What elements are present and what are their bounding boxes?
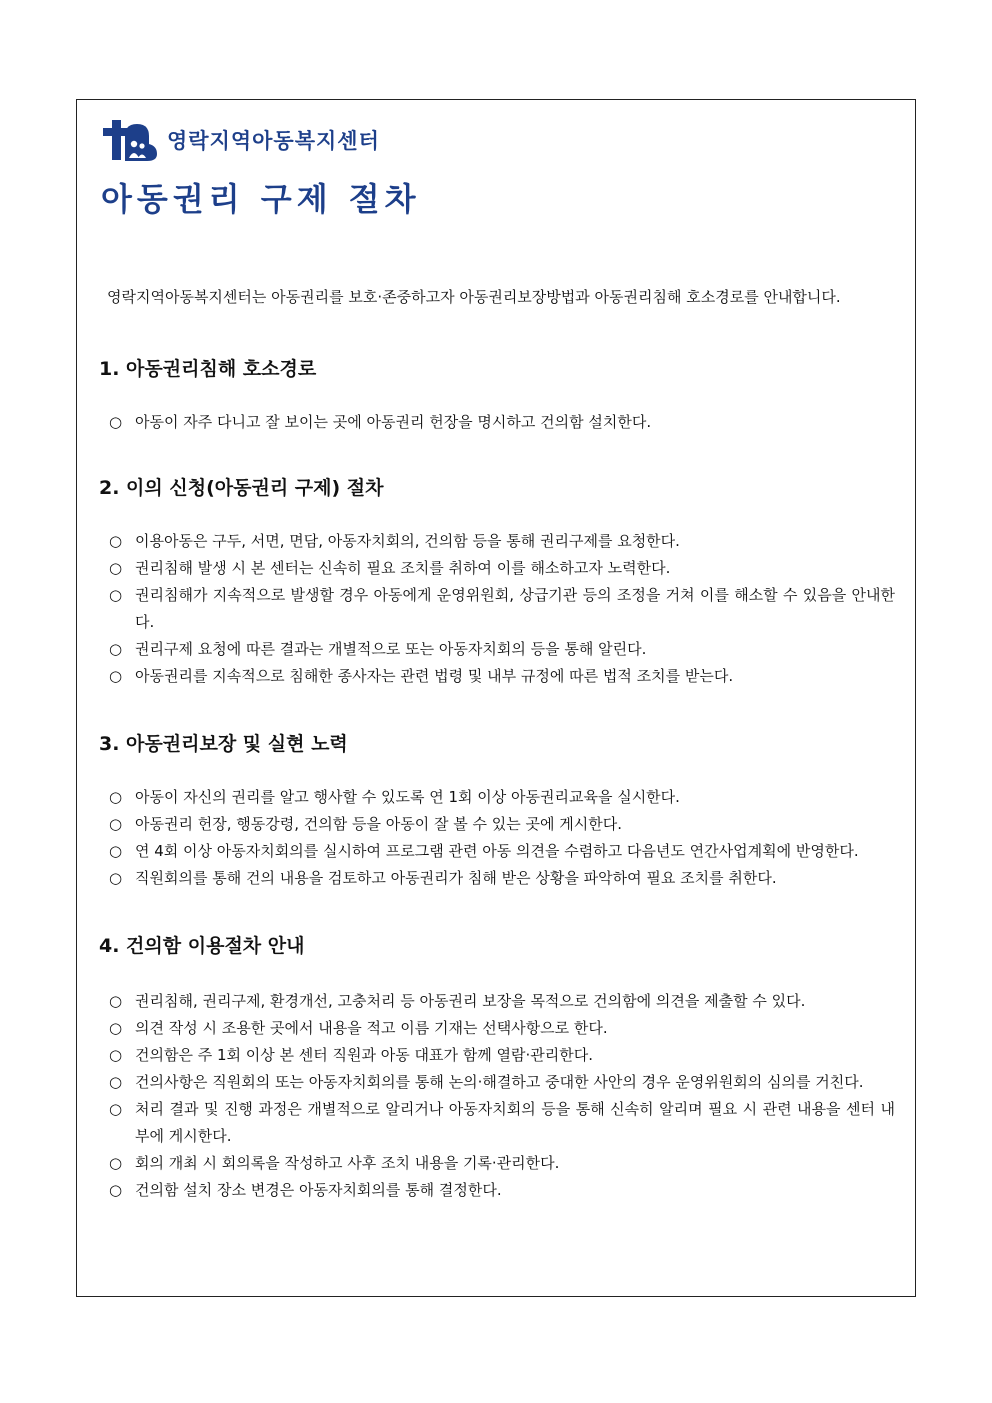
circle-bullet-icon: ○ xyxy=(109,1154,123,1172)
list-item xyxy=(99,988,895,1015)
list-item xyxy=(99,784,895,811)
list-item xyxy=(99,555,895,582)
list-item xyxy=(99,1042,895,1069)
list-item-text: 처리 결과 및 진행 과정은 개별적으로 알리거나 아동자치회의 등을 통해 신속히 알리며 필요 시 관련 내용을 센터 내부에 게시한다. xyxy=(135,1100,895,1145)
circle-bullet-icon: ○ xyxy=(109,1019,123,1037)
list-item xyxy=(99,1150,895,1177)
list-item xyxy=(99,1096,895,1150)
list-item-text: 연 4회 이상 아동자치회의를 실시하여 프로그램 관련 아동 의견을 수렴하고 다음년도 연간사업계획에 반영한다. xyxy=(135,842,859,860)
list-item-text: 권리침해, 권리구제, 환경개선, 고충처리 등 아동권리 보장을 목적으로 건의함에 의견을 제출할 수 있다. xyxy=(135,992,806,1010)
list-item xyxy=(99,838,895,865)
list-item-text: 아동권리를 지속적으로 침해한 종사자는 관련 법령 및 내부 규정에 따른 법적 조치를 받는다. xyxy=(135,667,734,685)
section-item-list xyxy=(99,528,895,690)
list-item-text: 회의 개최 시 회의록을 작성하고 사후 조치 내용을 기록·관리한다. xyxy=(135,1154,560,1172)
list-item-text: 건의함 설치 장소 변경은 아동자치회의를 통해 결정한다. xyxy=(135,1181,502,1199)
list-item-text: 이용아동은 구두, 서면, 면담, 아동자치회의, 건의함 등을 통해 권리구제를 요청한다. xyxy=(135,532,680,550)
circle-bullet-icon: ○ xyxy=(109,992,123,1010)
center-logo-icon xyxy=(101,118,159,162)
document-frame xyxy=(76,99,916,1297)
list-item-text: 아동권리 헌장, 행동강령, 건의함 등을 아동이 잘 볼 수 있는 곳에 게시한다. xyxy=(135,815,622,833)
circle-bullet-icon: ○ xyxy=(109,532,123,550)
section-item-list xyxy=(99,409,895,436)
page-title: 아동권리 구제 절차 xyxy=(101,180,421,218)
circle-bullet-icon: ○ xyxy=(109,1046,123,1064)
list-item-text: 건의사항은 직원회의 또는 아동자치회의를 통해 논의·해결하고 중대한 사안의 경우 운영위원회의 심의를 거친다. xyxy=(135,1073,864,1091)
section-heading: 4. 건의함 이용절차 안내 xyxy=(99,935,305,957)
list-item-text: 의견 작성 시 조용한 곳에서 내용을 적고 이름 기재는 선택사항으로 한다. xyxy=(135,1019,608,1037)
list-item xyxy=(99,865,895,892)
sections-container xyxy=(99,355,895,1204)
circle-bullet-icon: ○ xyxy=(109,586,123,604)
list-item xyxy=(99,636,895,663)
list-item-text: 아동이 자주 다니고 잘 보이는 곳에 아동권리 헌장을 명시하고 건의함 설치한다. xyxy=(135,413,652,431)
list-item xyxy=(99,663,895,690)
header-logo-row xyxy=(101,118,380,162)
circle-bullet-icon: ○ xyxy=(109,1100,123,1118)
list-item-text: 직원회의를 통해 건의 내용을 검토하고 아동권리가 침해 받은 상황을 파악하여 필요 조치를 취한다. xyxy=(135,869,777,887)
section-heading: 3. 아동권리보장 및 실현 노력 xyxy=(99,733,348,755)
list-item xyxy=(99,1069,895,1096)
circle-bullet-icon: ○ xyxy=(109,842,123,860)
circle-bullet-icon: ○ xyxy=(109,788,123,806)
list-item xyxy=(99,1015,895,1042)
circle-bullet-icon: ○ xyxy=(109,815,123,833)
org-name: 영락지역아동복지센터 xyxy=(167,129,380,153)
section-item-list xyxy=(99,988,895,1204)
list-item-text: 아동이 자신의 권리를 알고 행사할 수 있도록 연 1회 이상 아동권리교육을 실시한다. xyxy=(135,788,680,806)
list-item-text: 건의함은 주 1회 이상 본 센터 직원과 아동 대표가 함께 열람·관리한다. xyxy=(135,1046,593,1064)
section-heading: 2. 이의 신청(아동권리 구제) 절차 xyxy=(99,477,384,499)
list-item xyxy=(99,409,895,436)
circle-bullet-icon: ○ xyxy=(109,640,123,658)
circle-bullet-icon: ○ xyxy=(109,413,123,431)
document-body xyxy=(99,284,895,1204)
list-item-text: 권리침해가 지속적으로 발생할 경우 아동에게 운영위원회, 상급기관 등의 조정을 거쳐 이를 해소할 수 있음을 안내한다. xyxy=(135,586,895,631)
section-item-list xyxy=(99,784,895,892)
circle-bullet-icon: ○ xyxy=(109,1073,123,1091)
list-item-text: 권리침해 발생 시 본 센터는 신속히 필요 조치를 취하여 이를 해소하고자 노력한다. xyxy=(135,559,671,577)
circle-bullet-icon: ○ xyxy=(109,559,123,577)
list-item-text: 권리구제 요청에 따른 결과는 개별적으로 또는 아동자치회의 등을 통해 알린다. xyxy=(135,640,647,658)
list-item xyxy=(99,811,895,838)
section-heading: 1. 아동권리침해 호소경로 xyxy=(99,358,317,380)
list-item xyxy=(99,1177,895,1204)
circle-bullet-icon: ○ xyxy=(109,1181,123,1199)
list-item xyxy=(99,528,895,555)
circle-bullet-icon: ○ xyxy=(109,667,123,685)
list-item xyxy=(99,582,895,636)
intro-paragraph: 영락지역아동복지센터는 아동권리를 보호·존중하고자 아동권리보장방법과 아동권리침해 호소경로를 안내합니다. xyxy=(107,288,841,306)
circle-bullet-icon: ○ xyxy=(109,869,123,887)
